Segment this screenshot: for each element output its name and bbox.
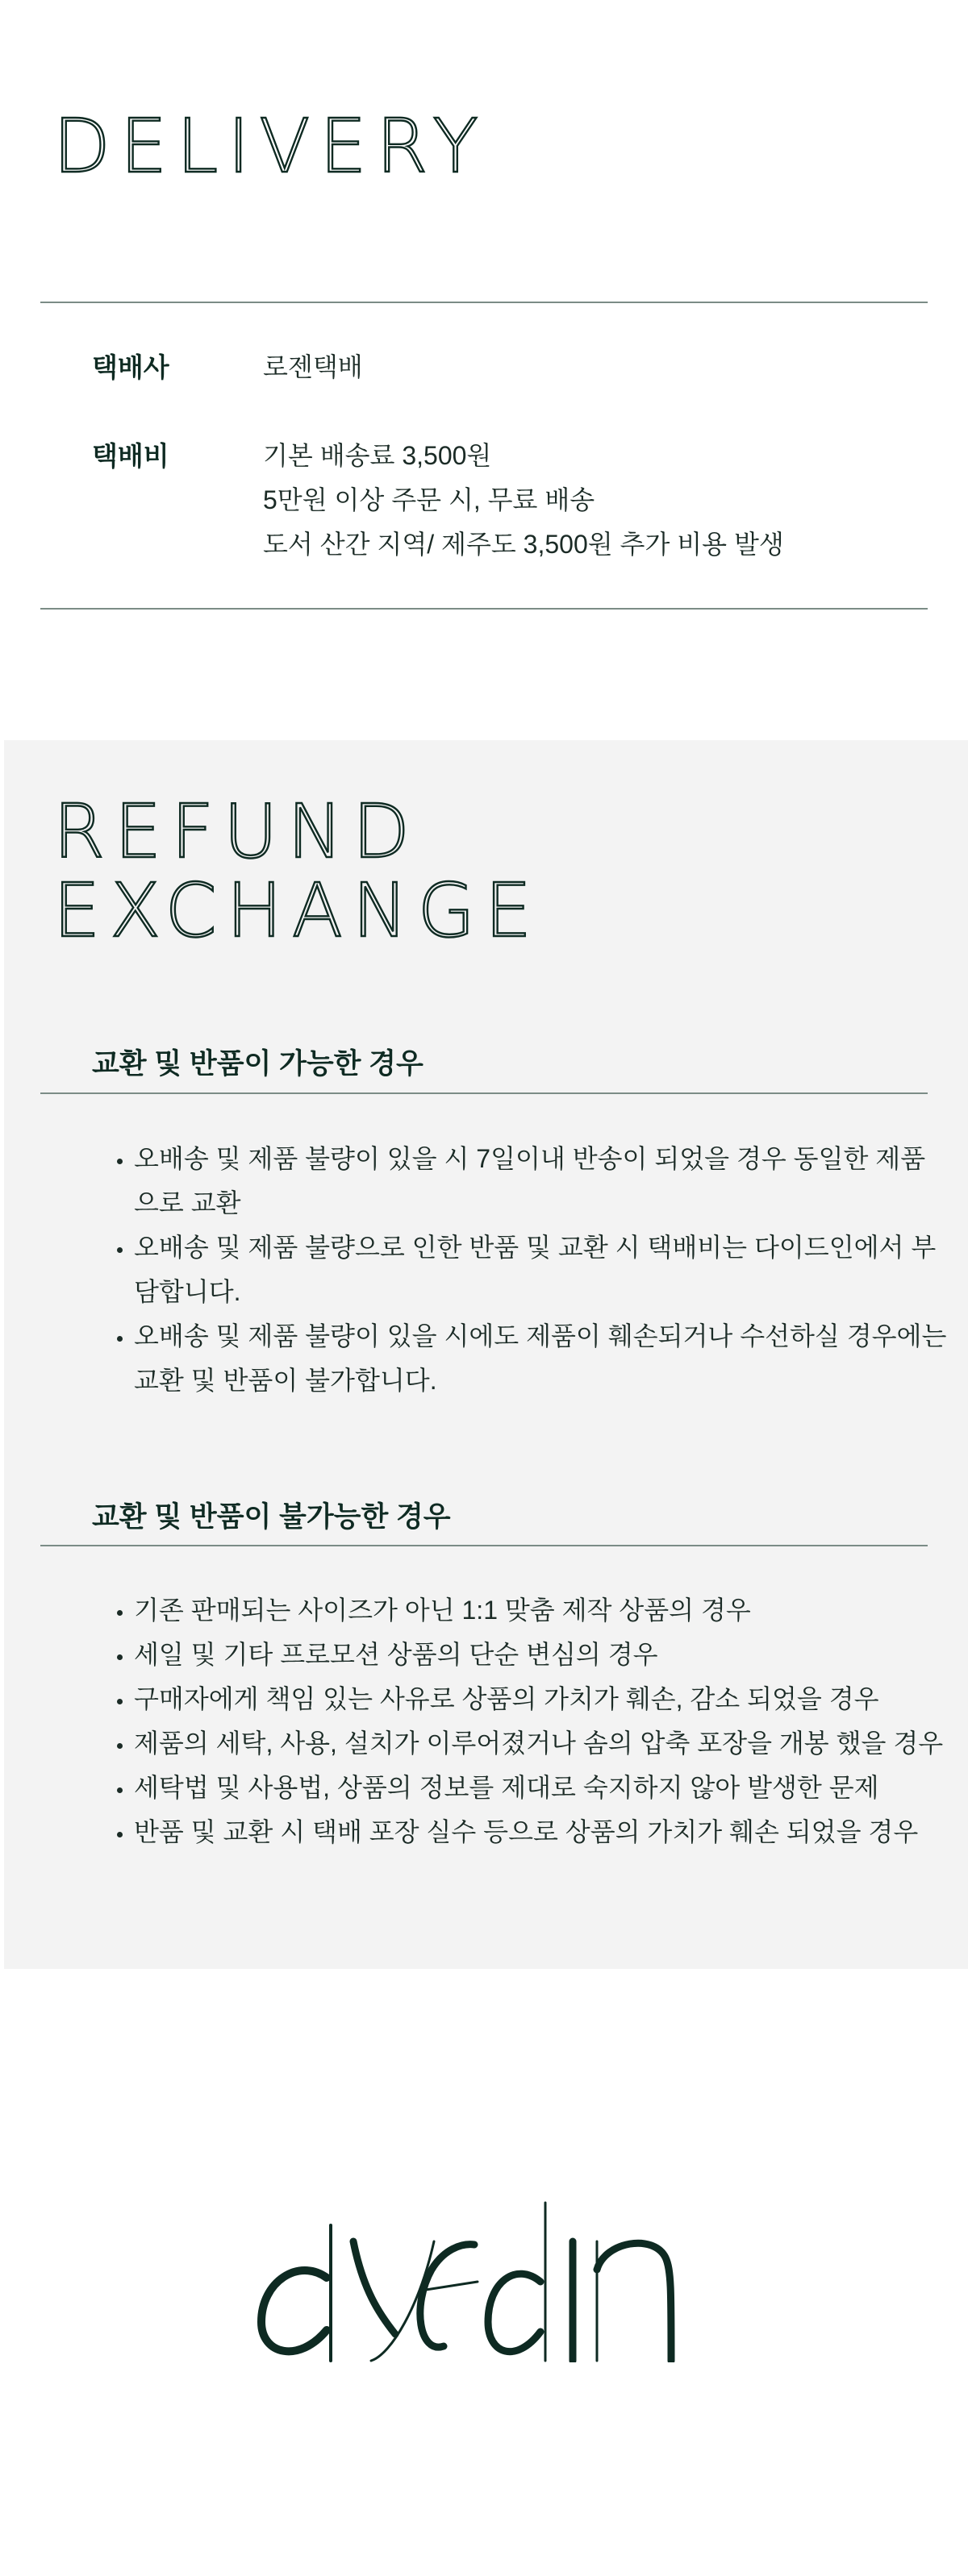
list-item: • 오배송 및 제품 불량으로 인한 반품 및 교환 시 택배비는 다이드인에서 부담합니다. bbox=[134, 1226, 949, 1314]
shipping-fee-line: 도서 산간 지역/ 제주도 3,500원 추가 비용 발생 bbox=[263, 530, 784, 559]
courier-label: 택배사 bbox=[92, 352, 169, 382]
delivery-bottom-divider bbox=[40, 608, 928, 610]
courier-value bbox=[263, 345, 363, 389]
possible-cases-list bbox=[105, 1137, 949, 1403]
delivery-heading: DELIVERY bbox=[53, 103, 488, 189]
list-item: • 세탁법 및 사용법, 상품의 정보를 제대로 숙지하지 않아 발생한 문제 bbox=[134, 1766, 949, 1810]
possible-cases-title: 교환 및 반품이 가능한 경우 bbox=[92, 1048, 424, 1080]
impossible-cases-divider bbox=[40, 1545, 928, 1546]
shipping-fee-value bbox=[263, 434, 784, 567]
possible-cases-divider bbox=[40, 1092, 928, 1094]
list-item: • 오배송 및 제품 불량이 있을 시에도 제품이 훼손되거나 수선하실 경우에는 교환 및 반품이 불가합니다. bbox=[134, 1314, 949, 1403]
list-item: • 세일 및 기타 프로모션 상품의 단순 변심의 경우 bbox=[134, 1633, 949, 1677]
list-item: • 오배송 및 제품 불량이 있을 시 7일이내 반송이 되었을 경우 동일한 제품으로 교환 bbox=[134, 1137, 949, 1226]
shipping-fee-line: 기본 배송료 3,500원 bbox=[263, 441, 492, 470]
list-item: • 기존 판매되는 사이즈가 아닌 1:1 맞춤 제작 상품의 경우 bbox=[134, 1588, 949, 1633]
impossible-cases-title: 교환 및 반품이 불가능한 경우 bbox=[92, 1501, 451, 1533]
impossible-cases-list bbox=[105, 1588, 949, 1854]
exchange-heading: EXCHANGE bbox=[53, 868, 542, 954]
refund-heading: REFUND bbox=[53, 789, 419, 875]
shipping-fee-line: 5만원 이상 주문 시, 무료 배송 bbox=[263, 485, 595, 514]
courier-value-line: 로젠택배 bbox=[263, 352, 363, 381]
list-item: • 제품의 세탁, 사용, 설치가 이루어졌거나 솜의 압축 포장을 개봉 했을 경우 bbox=[134, 1721, 949, 1766]
list-item: • 반품 및 교환 시 택배 포장 실수 등으로 상품의 가치가 훼손 되었을 경우 bbox=[134, 1810, 949, 1854]
dyedin-logo bbox=[250, 2193, 718, 2362]
shipping-fee-label: 택배비 bbox=[92, 441, 169, 471]
delivery-top-divider bbox=[40, 302, 928, 303]
list-item: • 구매자에게 책임 있는 사유로 상품의 가치가 훼손, 감소 되었을 경우 bbox=[134, 1677, 949, 1721]
